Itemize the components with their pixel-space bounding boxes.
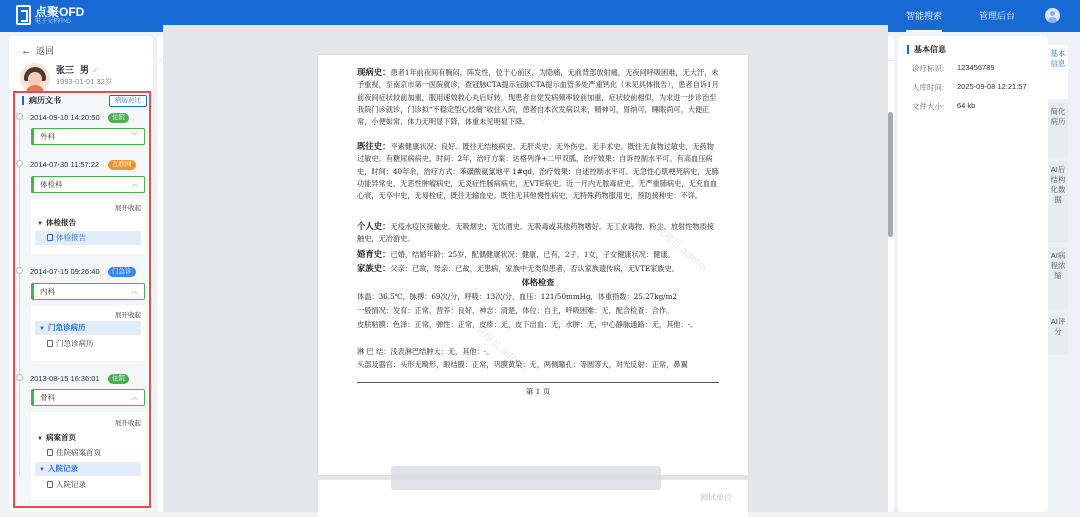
records-title: 病历文书 <box>22 96 61 105</box>
chevron-up-icon: ︿ <box>131 288 138 295</box>
user-avatar-icon[interactable] <box>1045 8 1060 23</box>
visit-date: 2014-07-15 09:26:40 <box>30 267 100 276</box>
info-label: 入库时间: <box>912 83 945 92</box>
chevron-up-icon: ︿ <box>131 394 138 401</box>
patient-avatar <box>20 63 50 93</box>
family-history-paragraph: 家族史：父亲：已故，母亲：已故，无患病，家族中无类似患者，否认家族遗传病，无VTE家族史。 <box>357 263 679 273</box>
hpi-paragraph: 现病史：患者1年前夜间有胸闷，阵发性，位于心前区，为隐痛，无前背部放射痛，无夜间呼吸困难，无大汗，未予重视，至南京市第一医院就诊，查冠脉CTA提示冠脉CTA提示血管多处严重钙化（未见具体报告），患者自诉1月前夜间症状较前加重，服用速效救心丸后好转，现患者自觉发病频率较前加重，症状较前相似，为求进一步诊治至我院门诊就诊，门诊拟“不稳定型心绞痛”收住入院，患者自本次发病以来，精神可，胃纳可，睡眠尚可，大便正常，小便如常，体力无明显下降，体重未见明显下降。 <box>357 67 719 127</box>
tab-simplified-record[interactable]: 简化病历 <box>1048 103 1068 157</box>
record-tree-card <box>31 199 145 254</box>
pdf-page-toolbar[interactable] <box>391 466 661 490</box>
visit-type-badge: 住院 <box>108 113 129 123</box>
timeline-dot <box>16 374 23 381</box>
general-line: 一般情况：发育：正常，营养：良好，神志：清楚，体位：自主，呼吸困难：无，配合检查：合作。 <box>357 306 674 315</box>
visit-type-badge: 互联网 <box>108 160 136 170</box>
exam-title: 体格检查 <box>521 277 555 287</box>
page-number: 第 1 页 <box>525 387 551 396</box>
nav-admin[interactable]: 管理后台 <box>979 11 1016 21</box>
tab-basic-info[interactable]: 基本信息 <box>1048 45 1068 99</box>
info-label: 诊疗标识: <box>912 64 945 73</box>
info-value: 2025-09-08 12:21:57 <box>957 82 1027 91</box>
vitals-line: 体温：36.5℃，脉搏：69次/分，呼吸：13次/分，血压：121/50mmHg，体重指数：25.27kg/m2 <box>357 292 677 301</box>
head-line: 头部及器官：头形无畸形，眼结膜：正常，巩膜黄染：无，两侧瞳孔：等圆等大，对光反射：正常，鼻翼 <box>357 360 688 369</box>
tree-item-checkup-report[interactable]: 体检报告 <box>35 231 141 245</box>
basic-info-title: 基本信息 <box>907 45 946 54</box>
tree-group[interactable]: ▼ 体检报告 <box>37 218 76 227</box>
skin-line: 皮肤粘膜：色泽：正常，弹性：正常，皮疹：无，皮下出血：无，水肿：无，中心静脉通路：无，其他：-。 <box>357 320 698 329</box>
chevron-up-icon: ︿ <box>131 181 138 188</box>
tab-ai-course[interactable]: AI病程浓缩 <box>1048 247 1068 309</box>
watermark: 管理员 admin <box>472 324 530 374</box>
document-icon <box>47 234 53 241</box>
brand-name: 点聚OFD <box>35 4 85 19</box>
past-history-paragraph: 既往史：平素健康状况：良好。既往无结核病史。无肝炎史。无外伤史。无手术史。既往无食物过敏史，无药物过敏史。有糖尿病病史，时间：2年，治疗方案：达格列净+二甲双胍，治疗效果：自诉控制水平可。有高血压病史，时间：40年余，治疗方式：苯磺酸氨氯地平 1#qd，治疗效果：自述控制水平可。无急性心肌梗死病史，无肺功能异常史，无恶性肿瘤病史，无炎症性肠病病史，无VTE病史。近一月内无脓毒症史，无严重肺病史，无充血血心衰，无卒中史，无易栓症，既往无输血史。既往无其他慢性病史，无特殊药物服用史，预防接种史：不详。 <box>357 141 719 201</box>
record-tree-card <box>31 306 145 361</box>
info-value: 64 kb <box>957 101 976 110</box>
brand-logo[interactable] <box>16 5 84 25</box>
expand-collapse-toggle[interactable]: 展开收起 <box>115 205 141 212</box>
tree-item-case-front[interactable]: 住院病案首页 <box>35 446 141 460</box>
patient-name: 张三 男 ♂ <box>56 65 99 75</box>
caret-down-icon: ▼ <box>37 436 43 442</box>
visit-date: 2014-09-10 14:20:50 <box>30 113 100 122</box>
patient-birth-age: 1993-01-01 32岁 <box>56 77 113 86</box>
visit-date: 2014-07-30 11:57:22 <box>30 160 100 169</box>
document-icon <box>47 449 53 456</box>
document-icon <box>47 481 53 488</box>
tree-item-admission-record[interactable]: 入院记录 <box>35 478 141 492</box>
dept-selector-checkup[interactable]: 体检科 ︿ <box>31 176 145 193</box>
caret-down-icon: ▼ <box>39 326 45 332</box>
tree-group-outpatient[interactable]: ▼ 门急诊病历 <box>35 321 141 335</box>
records-timeline <box>13 91 151 508</box>
caret-down-icon: ▼ <box>37 221 43 227</box>
expand-collapse-toggle[interactable]: 展开收起 <box>115 420 141 427</box>
watermark: 管理员 admin <box>492 74 550 124</box>
tab-ai-structured[interactable]: AI后结构化数据 <box>1048 161 1068 243</box>
visit-type-badge: 住院 <box>108 374 129 384</box>
page2-footer: 测试单位 <box>700 493 732 502</box>
dept-selector-surgery[interactable]: 外科 ﹀ <box>31 128 145 145</box>
tree-item-outpatient-record[interactable]: 门急诊病历 <box>35 337 141 351</box>
watermark: 管理员 admin <box>652 224 710 274</box>
personal-history-paragraph: 个人史：无疫水疫区接触史。无吸烟史；无饮酒史。无吸毒或其他药物嗜好。无工业毒物、粉尘、放射性物质接触史，无冶游史。 <box>357 221 714 244</box>
caret-down-icon: ▼ <box>39 467 45 473</box>
visit-type-badge: 门急诊 <box>108 267 136 277</box>
timeline-dot <box>16 267 23 274</box>
arrow-left-icon: ← <box>21 45 32 57</box>
male-icon: ♂ <box>92 66 99 75</box>
info-value: 123456789 <box>957 63 995 72</box>
visit-date: 2013-08-15 16:36:01 <box>30 374 100 383</box>
dept-selector-internal[interactable]: 内科 ︿ <box>31 283 145 300</box>
info-label: 文件大小: <box>912 102 945 111</box>
expand-collapse-toggle[interactable]: 展开收起 <box>115 312 141 319</box>
brand-subtitle: 电子文档中心 <box>35 18 72 25</box>
tab-ai-score[interactable]: AI评分 <box>1048 313 1068 355</box>
chevron-down-icon: ﹀ <box>131 133 138 140</box>
nav-smart-search[interactable]: 智能搜索 <box>906 0 942 32</box>
page-footer-rule <box>357 382 719 383</box>
lymph-line: 淋 巴 结：浅表淋巴结肿大：无，其他：-。 <box>357 347 494 356</box>
logo-mark-icon <box>16 5 31 25</box>
timeline-dot <box>16 160 23 167</box>
dept-selector-orthopedics[interactable]: 骨科 ︿ <box>31 389 145 406</box>
compare-records-button[interactable]: 病历对比 <box>109 95 147 107</box>
marital-history-paragraph: 婚育史：已婚，结婚年龄：25岁，配偶健康状况：健康，已有，2子，1女，子女健康状况：健康。 <box>357 249 675 259</box>
document-icon <box>47 340 53 347</box>
tree-group-admission[interactable]: ▼ 入院记录 <box>35 462 141 476</box>
timeline-dot <box>16 113 23 120</box>
back-button[interactable]: ← 返回 <box>21 45 55 57</box>
info-panel <box>898 36 1048 512</box>
tree-group-case-front[interactable]: ▼ 病案首页 <box>37 433 76 442</box>
record-tree-card <box>31 412 145 500</box>
timeline-line <box>19 117 20 477</box>
viewer-scrollbar[interactable] <box>888 112 893 237</box>
